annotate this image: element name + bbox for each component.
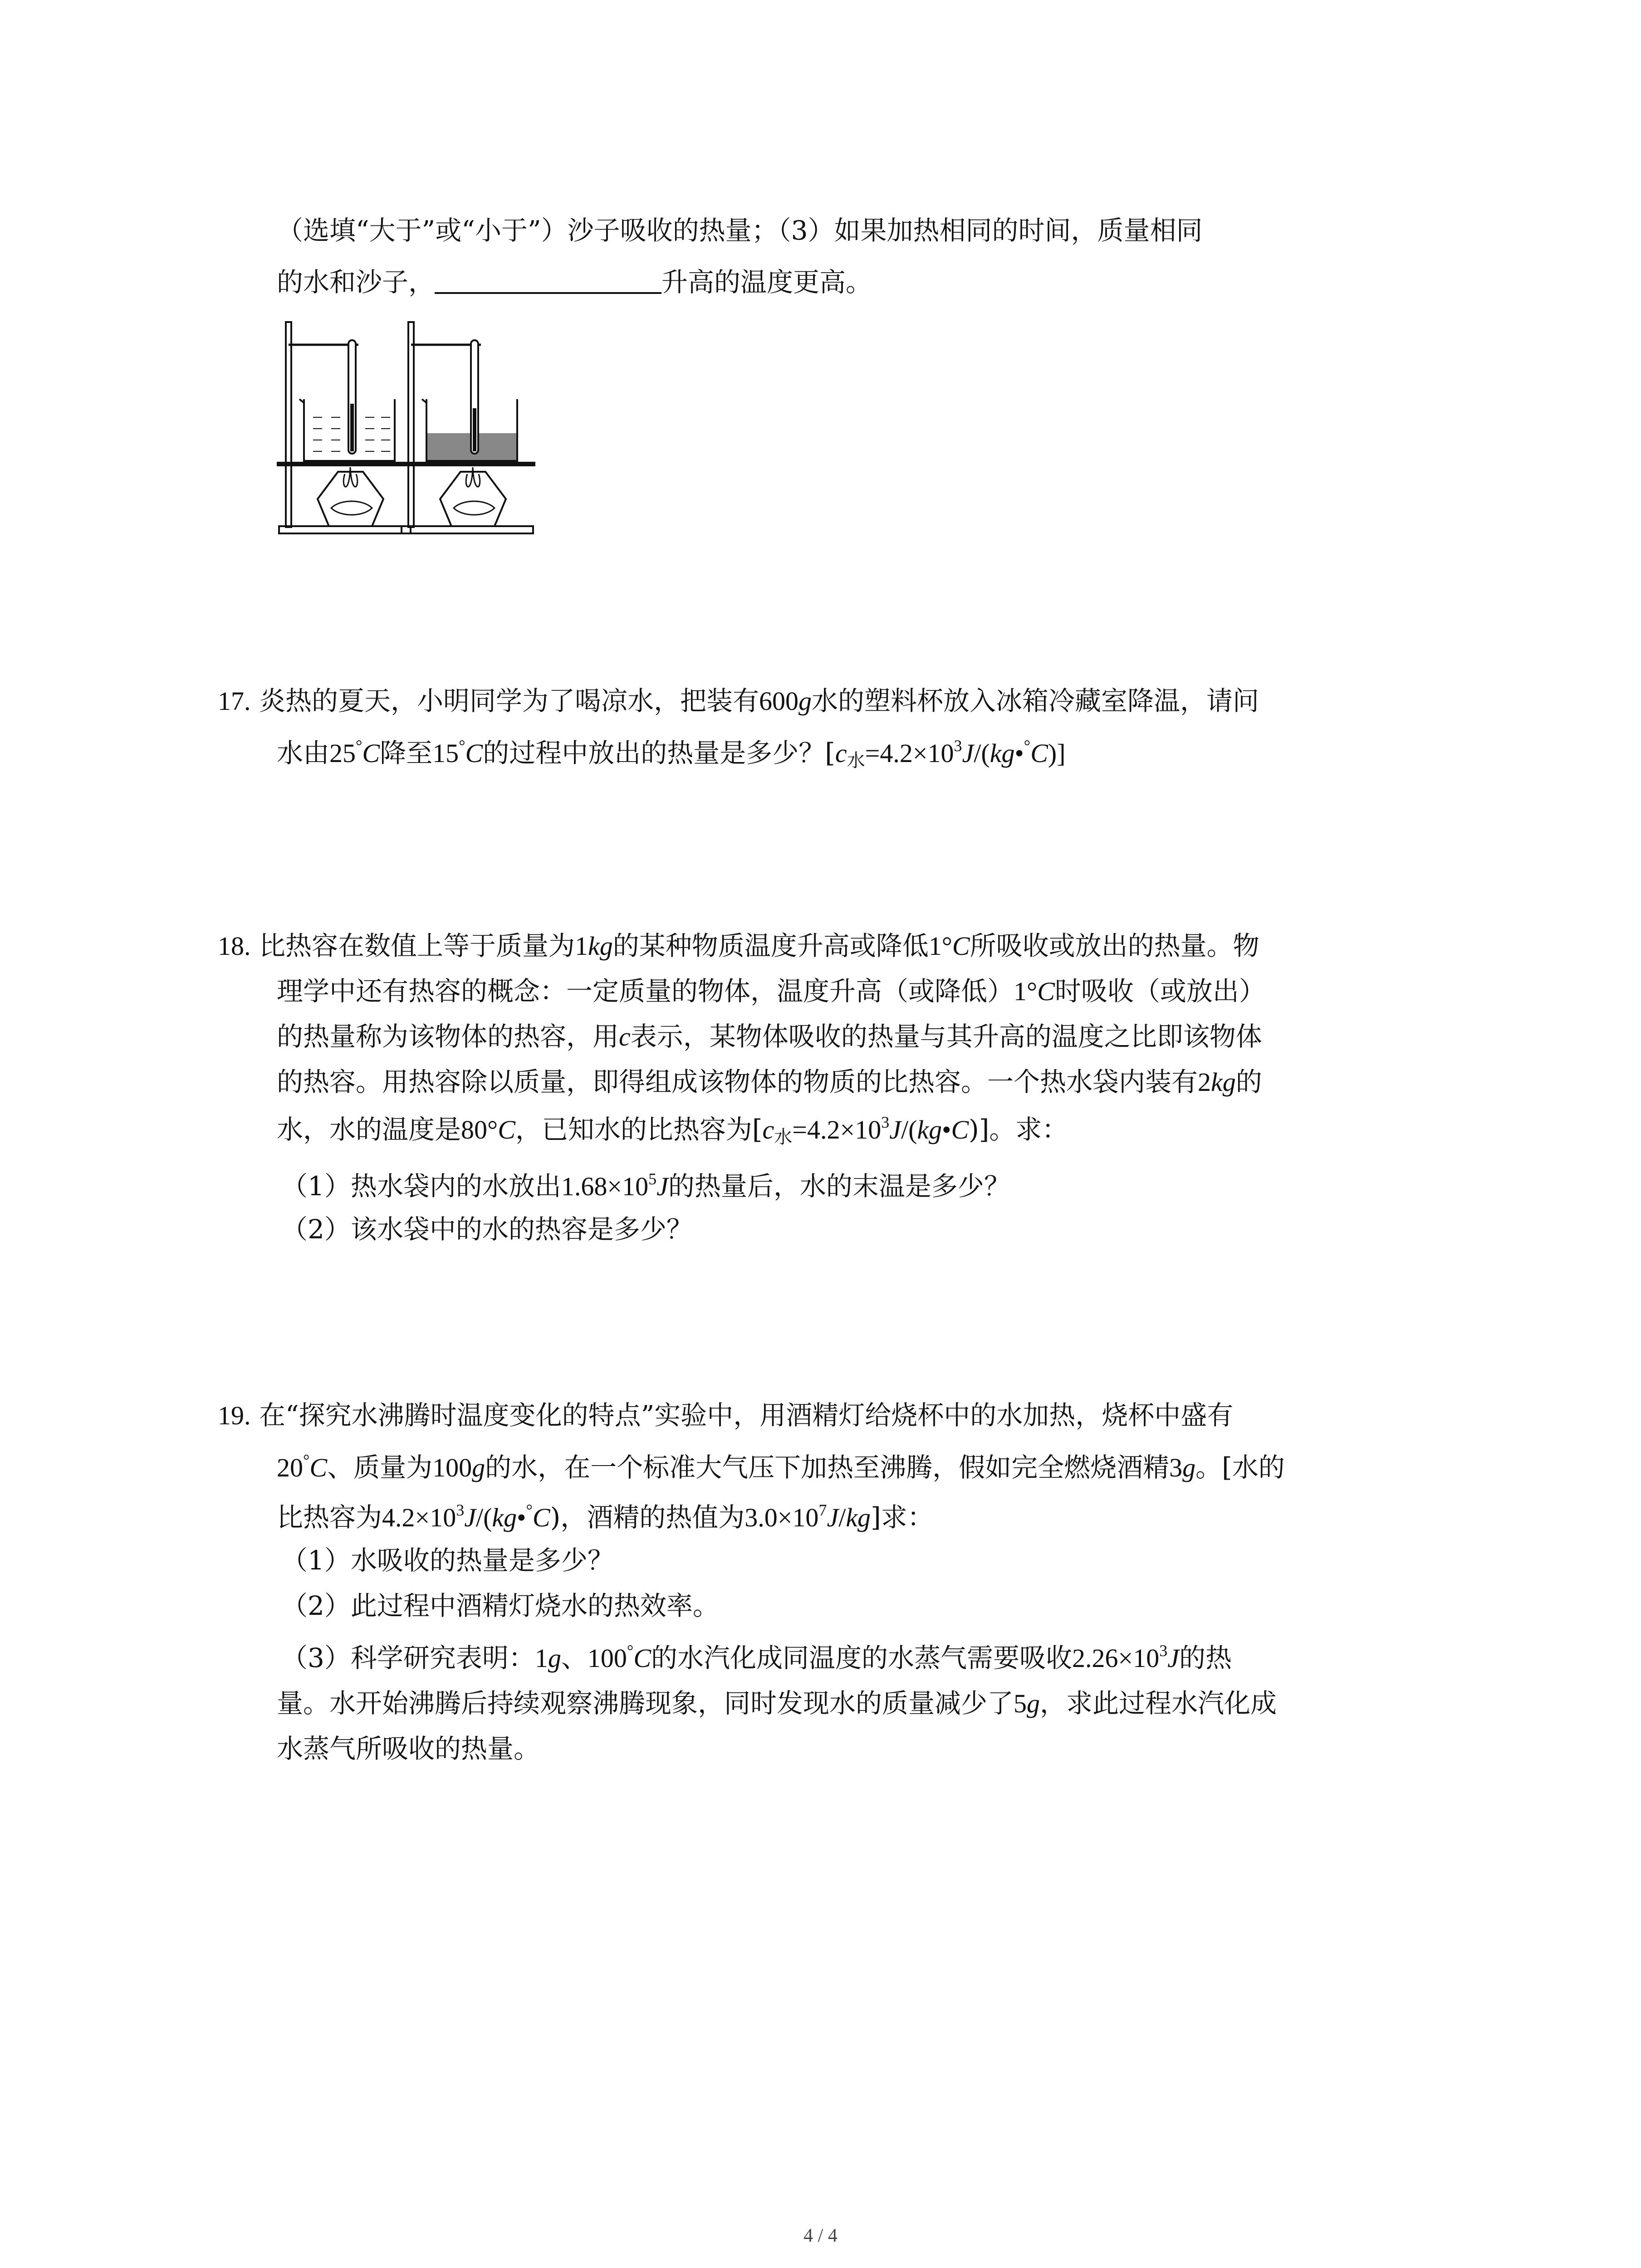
q18-text: 理学中还有热容的概念：一定质量的物体，温度升高（或降低） (277, 976, 1014, 1007)
question-number: 18. (218, 931, 251, 961)
specific-heat-value: 4.2×10 (382, 1503, 456, 1532)
unit-kg: kg (492, 1503, 517, 1532)
unit-c: C (465, 738, 483, 768)
unit-j: J (1167, 1643, 1179, 1673)
q19-num: 20 (277, 1453, 303, 1482)
unit-j: J (962, 738, 974, 768)
q17-line-1 (218, 683, 1259, 719)
q16-text-pre: 的水和沙子， (277, 267, 435, 298)
q17-text: 的过程中放出的热量是多少？[ (483, 738, 835, 768)
q16-line-1 (277, 212, 1203, 249)
dot-sign: • (1014, 738, 1024, 768)
degree-sign: ° (356, 737, 362, 755)
unit-g: g (548, 1643, 561, 1673)
q16-text: （选填“大于”或“小于”）沙子吸收的热量；（3）如果加热相同的时间，质量相同 (277, 215, 1203, 246)
unit-j: J (827, 1503, 839, 1532)
exponent: 3 (954, 737, 962, 755)
unit-kg: kg (588, 931, 613, 961)
degree-sign: ° (1027, 977, 1038, 1006)
heat-value: 3.0×10 (745, 1503, 819, 1532)
q17-temp-start: 25 (329, 738, 356, 768)
unit-g: g (1182, 1453, 1196, 1482)
q18-line-2 (277, 973, 1265, 1010)
q17-text: 炎热的夏天，小明同学为了喝凉水，把装有 (259, 685, 759, 716)
q18-text: 所吸收或放出的热量。物 (970, 930, 1259, 961)
q17-unit: g (798, 686, 812, 716)
q19-text: 水蒸气所吸收的热量。 (277, 1733, 540, 1764)
unit-kg: kg (989, 738, 1015, 768)
q19-text: )，酒精的热值为 (550, 1502, 745, 1533)
degree-sign: ° (303, 1451, 310, 1469)
dot-sign: • (517, 1503, 526, 1532)
q18-text: 的 (1235, 1066, 1262, 1097)
subscript-water: 水 (774, 1127, 793, 1148)
exponent: 7 (818, 1501, 827, 1519)
q19-sub-2 (281, 1588, 719, 1624)
q19-num: 100 (587, 1643, 627, 1673)
q19-sub-3 (281, 1640, 1232, 1677)
q18-num: 1 (1014, 977, 1027, 1006)
symbol-c: c (619, 1022, 631, 1051)
unit-c: C (532, 1503, 550, 1532)
q19-text: （2）此过程中酒精灯烧水的热效率。 (281, 1590, 719, 1621)
symbol-c: c (835, 738, 847, 768)
heat-value: 2.26×10 (1072, 1643, 1160, 1673)
unit-c: C (952, 931, 970, 961)
unit-g: g (472, 1453, 485, 1482)
q19-text: ，求此过程水汽化成 (1040, 1688, 1277, 1719)
unit-c: C (1037, 977, 1055, 1006)
unit-j: J (464, 1503, 476, 1532)
page-number: 4 / 4 (803, 2225, 838, 2246)
q17-text: )] (1048, 738, 1066, 768)
degree-sign: ° (459, 737, 465, 755)
q19-num: 100 (432, 1453, 472, 1482)
q18-text: ，已知水的比热容为[ (515, 1114, 763, 1145)
apparatus-sand-icon (399, 318, 549, 544)
q18-text: 的热量称为该物体的热容，用 (277, 1021, 619, 1052)
q18-text: )]。求： (969, 1114, 1068, 1145)
degree-sign: ° (487, 1115, 498, 1144)
q18-num: 1 (574, 931, 588, 961)
symbol-c: c (762, 1115, 774, 1144)
unit-c: C (951, 1115, 969, 1144)
q18-line-4 (277, 1064, 1262, 1100)
unit-c: C (1030, 738, 1048, 768)
q18-line-3 (277, 1018, 1262, 1055)
q19-num: 3 (1169, 1453, 1183, 1482)
q19-text: 。[水的 (1195, 1452, 1285, 1483)
unit-j: J (656, 1172, 668, 1201)
q19-num: 5 (1014, 1689, 1027, 1718)
q18-num: 1 (928, 931, 942, 961)
q19-text: 比热容为 (277, 1502, 382, 1533)
unit-c: C (498, 1115, 515, 1144)
question-number: 19. (218, 1401, 251, 1430)
specific-heat-value: =4.2×10 (865, 738, 954, 768)
degree-sign: ° (526, 1501, 533, 1519)
specific-heat-value: =4.2×10 (792, 1115, 882, 1144)
unit-c: C (633, 1643, 652, 1673)
degree-sign: ° (627, 1642, 634, 1660)
unit-c: C (309, 1453, 328, 1482)
degree-sign: ° (941, 931, 952, 961)
q17-text: 水由 (277, 738, 330, 768)
q17-text: 水的塑料杯放入冰箱冷藏室降温，请问 (811, 685, 1259, 716)
dot-sign: • (942, 1115, 951, 1144)
q19-text: 的水汽化成同温度的水蒸气需要吸收 (651, 1642, 1073, 1673)
unit-j: J (889, 1115, 901, 1144)
unit-kg: kg (917, 1115, 942, 1144)
q17-text: /( (974, 738, 990, 768)
q18-sub-2 (281, 1211, 693, 1247)
exponent: 5 (648, 1170, 657, 1188)
q18-text: 比热容在数值上等于质量为 (259, 930, 575, 961)
q18-line-5: 水，水的温度是80°C，已知水的比热容为[c水$=4.2\times 10^3J/(kg•C)$]。求： (277, 1113, 1068, 1148)
q18-text: 时吸收（或放出） (1054, 976, 1265, 1007)
q18-text: 的某种物质温度升高或降低 (612, 930, 929, 961)
exponent: 3 (456, 1501, 465, 1519)
q19-line-1 (218, 1397, 1233, 1434)
q19-text: ]求： (871, 1502, 934, 1533)
q18-text: 的热容。用热容除以质量，即得组成该物体的物质的比热容。一个热水袋内装有 (277, 1066, 1198, 1097)
q19-sub-3b (277, 1685, 1277, 1722)
q16-text-post: 升高的温度更高。 (661, 267, 872, 298)
unit-g: g (1027, 1689, 1040, 1718)
q17-temp-end: 15 (432, 738, 459, 768)
q19-text: （3）科学研究表明： (281, 1642, 535, 1673)
unit-kg: kg (846, 1503, 871, 1532)
q18-text: （1）热水袋内的水放出 (281, 1171, 561, 1202)
q16-line-2 (277, 264, 872, 300)
question-number: 17. (218, 686, 251, 716)
q19-num: 1 (534, 1643, 548, 1673)
q19-text: 在“探究水沸腾时温度变化的特点”实验中，用酒精灯给烧杯中的水加热，烧杯中盛有 (259, 1400, 1234, 1431)
unit-kg: kg (1211, 1067, 1236, 1097)
q18-text: 水，水的温度是 (277, 1114, 461, 1145)
q18-line-1 (218, 928, 1259, 964)
q18-text: （2）该水袋中的水的热容是多少？ (281, 1214, 693, 1245)
q18-text: 表示，某物体吸收的热量与其升高的温度之比即该物体 (630, 1021, 1262, 1052)
q19-text: （1）水吸收的热量是多少？ (281, 1545, 614, 1576)
q17-text: 降至 (380, 738, 433, 768)
q18-num: 80 (461, 1115, 488, 1144)
q18-text: 的热量后，水的末温是多少？ (668, 1171, 1010, 1202)
q19-text: 、质量为 (327, 1452, 433, 1483)
heat-value: 1.68×10 (561, 1172, 649, 1201)
q19-sub-3c (277, 1730, 540, 1767)
q18-sub-1 (281, 1168, 1010, 1205)
exponent: 3 (1159, 1642, 1168, 1660)
q19-text: 的水，在一个标准大气压下加热至沸腾，假如完全燃烧酒精 (485, 1452, 1170, 1483)
unit-c: C (362, 738, 380, 768)
answer-blank[interactable] (435, 266, 661, 294)
q19-sub-1 (281, 1542, 614, 1579)
q18-num: 2 (1198, 1067, 1211, 1097)
q17-line-2 (277, 735, 1066, 774)
q19-text: 的热 (1179, 1642, 1232, 1673)
q19-line-3: 比热容为$4.2\times 10^3J/(kg•^\circ C)$，酒精的热值为$3.0\times 10^7J/kg$]求： (277, 1501, 934, 1533)
q19-text: 、 (561, 1642, 588, 1673)
q19-line-2 (277, 1449, 1285, 1486)
q17-mass: 600 (759, 686, 798, 716)
subscript-water: 水 (847, 750, 865, 771)
exponent: 3 (881, 1113, 890, 1131)
q19-text: 量。水开始沸腾后持续观察沸腾现象，同时发现水的质量减少了 (277, 1688, 1014, 1719)
degree-sign: ° (1024, 737, 1031, 755)
